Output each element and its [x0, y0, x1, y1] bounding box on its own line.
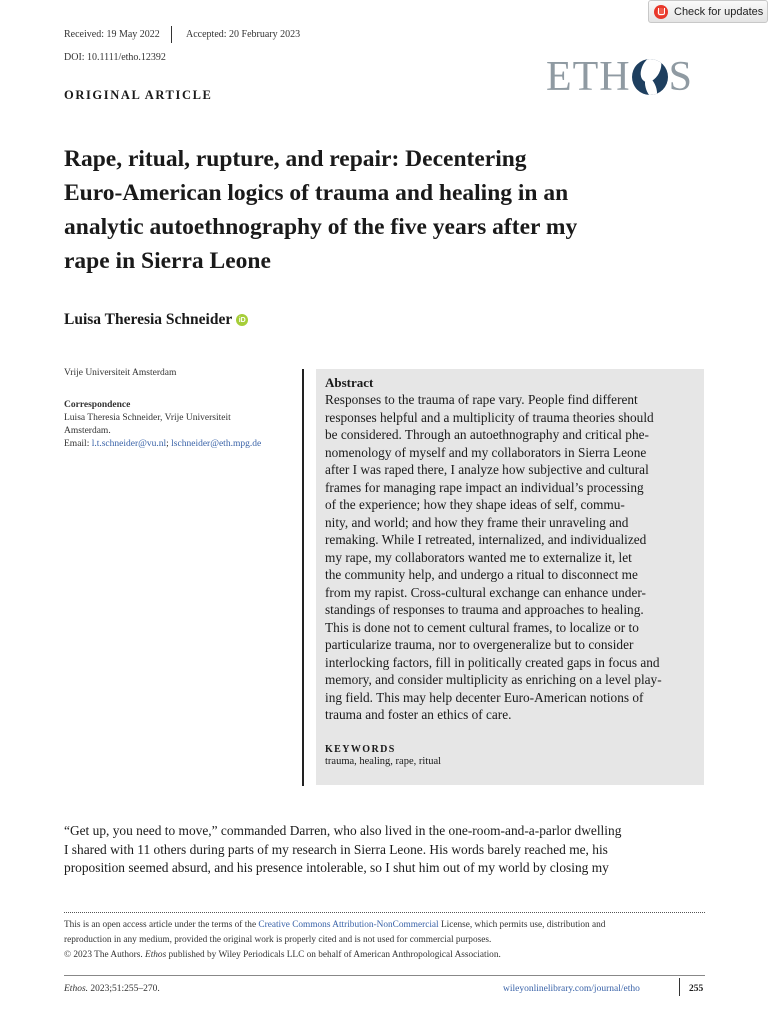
article-title [64, 142, 704, 278]
body-line: proposition seemed absurd, and his presence intolerable, so I shut him out of my world by closing my [64, 860, 609, 875]
accepted-date: Accepted: 20 February 2023 [186, 29, 301, 40]
license-line: reproduction in any medium, provided the original work is properly cited and is not used for commercial purposes. [64, 935, 492, 945]
email-line [64, 438, 300, 451]
journal-logo [546, 54, 693, 100]
footer-citation-text: 2023;51:255–270. [88, 984, 160, 994]
email-link-mpg[interactable]: lschneider@eth.mpg.de [171, 439, 262, 449]
abstract-line: This is done not to cement cultural frames, to localize or to [325, 619, 639, 635]
abstract-line: my rape, my collaborators wanted me to externalize it, let [325, 549, 632, 565]
abstract-line: Responses to the trauma of rape vary. People find different [325, 392, 638, 407]
footer-divider [679, 978, 680, 996]
check-for-updates-label: Check for updates [674, 5, 764, 18]
abstract-line: particularize trauma, nor to overgeneralize but to consider [325, 637, 634, 652]
cc-license-link[interactable]: Creative Commons Attribution-NonCommercial [258, 920, 439, 930]
license-line [64, 918, 705, 933]
abstract-line: standings of responses to trauma and approaches to healing. [325, 602, 644, 617]
abstract-line: be considered. Through an autoethnography and critical phe- [325, 427, 649, 442]
email-link-vu[interactable]: l.t.schneider@vu.nl [91, 439, 167, 449]
abstract-line: responses helpful and a multiplicity of trauma theories should [325, 409, 654, 425]
email-label: Email: [64, 439, 92, 449]
received-date: Received: 19 May 2022 [64, 29, 160, 40]
copyright-line [64, 948, 705, 963]
author-name[interactable]: Luisa Theresia Schneider [64, 311, 233, 328]
author-line [64, 311, 248, 329]
abstract-line: trauma and foster an ethics of care. [325, 707, 512, 722]
keywords-heading: KEYWORDS [325, 743, 396, 755]
abstract-line: the community help, and undergo a ritual to disconnect me [325, 567, 638, 582]
abstract-line: frames for managing rape impact an individual’s processing [325, 479, 644, 495]
abstract-line: of the experience; how they shape ideas of self, commu- [325, 497, 625, 512]
title-line: rape in Sierra Leone [64, 248, 271, 274]
page-number: 255 [689, 984, 704, 994]
copyright-text: published by Wiley Periodicals LLC on behalf of American Anthropological Association. [166, 950, 501, 960]
journal-logo-text-end: S [668, 54, 694, 100]
affiliation: Vrije Universiteit Amsterdam [64, 368, 177, 378]
abstract-line: after I was raped there, I analyze how subjective and cultural [325, 462, 649, 477]
license-notice [64, 918, 705, 963]
article-type: ORIGINAL ARTICLE [64, 88, 213, 102]
abstract-line: nity, and world; and how they frame their unraveling and [325, 514, 629, 530]
abstract-line: interlocking factors, fill in politically created gaps in focus and [325, 654, 660, 670]
doi: DOI: 10.1111/etho.12392 [64, 52, 166, 63]
abstract-line: from my rapist. Cross-cultural exchange can enhance under- [325, 584, 646, 600]
abstract-box [316, 369, 704, 785]
body-line: “Get up, you need to move,” commanded Darren, who also lived in the one-room-and-a-parlor dwelling [64, 823, 622, 838]
header-divider [171, 26, 172, 43]
copyright-text: © 2023 The Authors. [64, 950, 146, 960]
copyright-journal: Ethos [145, 950, 167, 960]
body-line: I shared with 11 others during parts of my research in Sierra Leone. His words barely reached me, his [64, 841, 608, 857]
license-divider [64, 912, 705, 913]
abstract-line: remaking. While I retreated, internalized, and individualized [325, 532, 647, 547]
license-text: This is an open access article under the terms of the [64, 920, 259, 930]
crossmark-icon [654, 5, 668, 19]
footer-journal: Ethos. [64, 984, 89, 994]
correspondence-heading: Correspondence [64, 400, 131, 410]
keywords: trauma, healing, rape, ritual [325, 755, 442, 767]
author-info [64, 367, 300, 451]
title-line: analytic autoethnography of the five years after my [64, 214, 578, 240]
abstract-line: ing field. This may help decenter Euro-American notions of [325, 689, 644, 705]
title-line: Rape, ritual, rupture, and repair: Decentering [64, 146, 527, 172]
footer-citation [64, 984, 160, 994]
abstract-heading: Abstract [325, 375, 374, 390]
correspondence-line: Amsterdam. [64, 426, 111, 436]
journal-logo-globe-icon [632, 59, 668, 95]
check-for-updates-button[interactable] [648, 0, 768, 23]
correspondence-line: Luisa Theresia Schneider, Vrije Universiteit [64, 413, 231, 423]
abstract-line: nomenology of myself and my collaborators in Sierra Leone [325, 444, 647, 460]
abstract-line: memory, and consider multiplicity as enriching on a level play- [325, 672, 662, 687]
article-body [64, 822, 705, 878]
email-separator: ; [166, 439, 172, 449]
journal-logo-text-start: ETH [546, 54, 631, 100]
license-text: License, which permits use, distribution and [438, 920, 606, 930]
orcid-icon[interactable]: iD [236, 314, 248, 326]
title-line: Euro-American logics of trauma and healing in an [64, 180, 569, 206]
footer-url-link[interactable]: wileyonlinelibrary.com/journal/etho [503, 984, 640, 994]
abstract-body [325, 391, 696, 724]
footer-rule [64, 975, 705, 976]
column-divider [302, 369, 304, 786]
